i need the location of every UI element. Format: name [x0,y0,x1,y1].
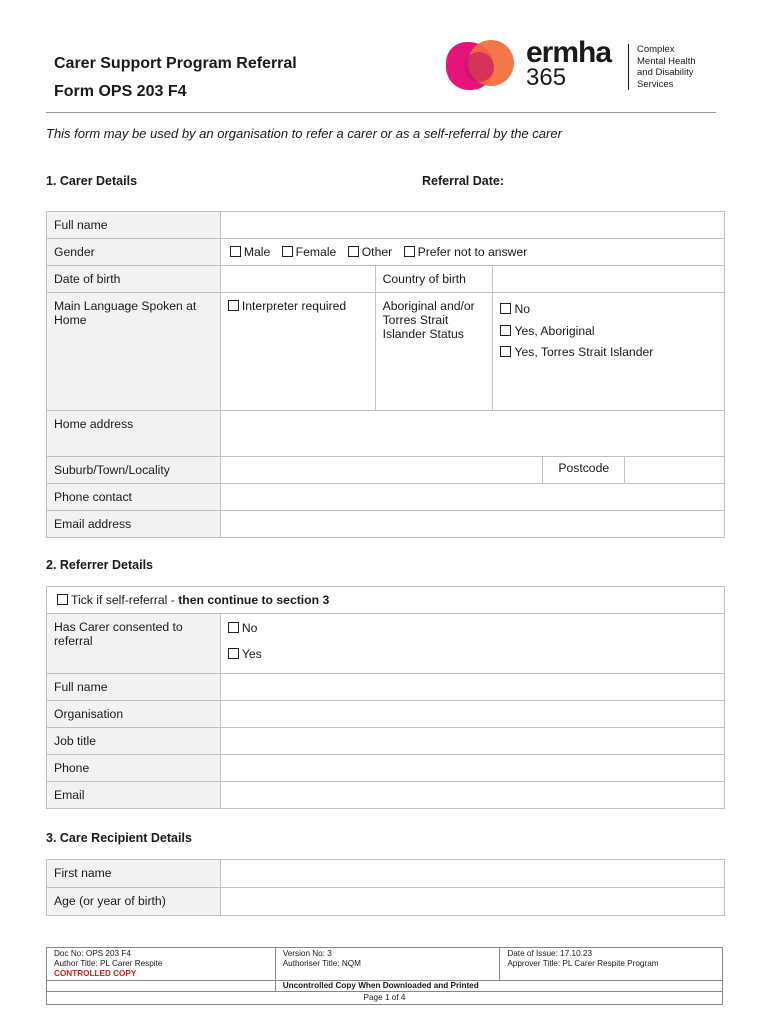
logo-brand: ermha [526,36,612,69]
ermha-logo [444,38,714,94]
section-1-heading: 1. Carer Details [46,174,138,188]
title-line-2: Form OPS 203 F4 [54,83,187,100]
suburb-label: Suburb/Town/Locality [47,457,221,484]
consent-label: Has Carer consented to referral [47,614,221,674]
main-language-label: Main Language Spoken at Home [47,293,221,411]
phone-contact-label: Phone contact [47,484,221,511]
suburb-field[interactable] [220,457,542,484]
dob-field[interactable] [220,266,375,293]
checkbox[interactable] [228,622,239,633]
organisation-field[interactable] [220,701,724,728]
section-2-heading: 2. Referrer Details [46,558,154,572]
checkbox[interactable] [57,594,68,605]
first-name-field[interactable] [220,860,724,888]
full-name-field[interactable] [220,212,724,239]
postcode-label: Postcode [543,457,625,484]
email-address-label: Email address [47,511,221,538]
care-recipient-table [46,859,725,916]
home-address-field[interactable] [220,411,724,457]
consent-yes[interactable]: Yes [228,641,717,667]
self-referral-row[interactable]: Tick if self-referral - then continue to section 3 [47,587,725,614]
email-address-field[interactable] [220,511,724,538]
gender-prefer-not[interactable]: Prefer not to answer [404,245,528,259]
section-3-heading: 3. Care Recipient Details [46,831,192,845]
logo-shape-overlap [464,52,494,82]
checkbox[interactable] [230,246,241,257]
footer-issue-info: Date of Issue: 17.10.23 Approver Title: PL Carer Respite Program [500,948,723,981]
checkbox[interactable] [404,246,415,257]
form-title [54,50,297,106]
gender-label: Gender [47,239,221,266]
controlled-copy-label: CONTROLLED COPY [54,969,137,978]
atsi-no[interactable]: No [500,299,717,321]
gender-other[interactable]: Other [348,245,392,259]
checkbox[interactable] [282,246,293,257]
gender-male[interactable]: Male [230,245,270,259]
full-name-label: Full name [47,212,221,239]
checkbox[interactable] [228,648,239,659]
age-field[interactable] [220,888,724,916]
logo-number: 365 [526,64,567,91]
logo-tagline: Complex Mental Health and Disability Services [637,44,696,90]
gender-female[interactable]: Female [282,245,337,259]
checkbox[interactable] [228,300,239,311]
referral-date-label: Referral Date: [422,174,504,188]
referrer-phone-label: Phone [47,755,221,782]
consent-options [220,614,724,674]
country-of-birth-field[interactable] [493,266,725,293]
interpreter-option[interactable]: Interpreter required [220,293,375,411]
referrer-email-field[interactable] [220,782,724,809]
home-address-label: Home address [47,411,221,457]
age-label: Age (or year of birth) [47,888,221,916]
checkbox[interactable] [348,246,359,257]
checkbox[interactable] [500,346,511,357]
atsi-label: Aboriginal and/or Torres Strait Islander Status [375,293,493,411]
page-number: Page 1 of 4 [47,992,723,1005]
gender-options [220,239,724,266]
dob-label: Date of birth [47,266,221,293]
postcode-field[interactable] [625,457,725,484]
organisation-label: Organisation [47,701,221,728]
country-of-birth-label: Country of birth [375,266,493,293]
referrer-full-name-label: Full name [47,674,221,701]
intro-text: This form may be used by an organisation to refer a carer or as a self-referral by the carer [46,126,562,141]
job-title-label: Job title [47,728,221,755]
atsi-options [493,293,725,411]
footer-doc-info: Doc No: OPS 203 F4 Author Title: PL Carer Respite CONTROLLED COPY [47,948,276,981]
referrer-details-table [46,586,725,809]
atsi-yes-aboriginal[interactable]: Yes, Aboriginal [500,321,717,343]
job-title-field[interactable] [220,728,724,755]
title-line-1: Carer Support Program Referral [54,55,297,72]
uncontrolled-copy-note: Uncontrolled Copy When Downloaded and Printed [275,981,722,992]
checkbox[interactable] [500,325,511,336]
referrer-phone-field[interactable] [220,755,724,782]
referrer-full-name-field[interactable] [220,674,724,701]
logo-divider [628,44,629,90]
checkbox[interactable] [500,303,511,314]
first-name-label: First name [47,860,221,888]
footer-version-info: Version No: 3 Authoriser Title: NQM [275,948,500,981]
phone-contact-field[interactable] [220,484,724,511]
document-footer [46,947,723,1005]
header-divider [46,112,716,113]
consent-no[interactable]: No [228,615,717,641]
referrer-email-label: Email [47,782,221,809]
atsi-yes-tsi[interactable]: Yes, Torres Strait Islander [500,342,717,364]
carer-details-table [46,211,725,538]
